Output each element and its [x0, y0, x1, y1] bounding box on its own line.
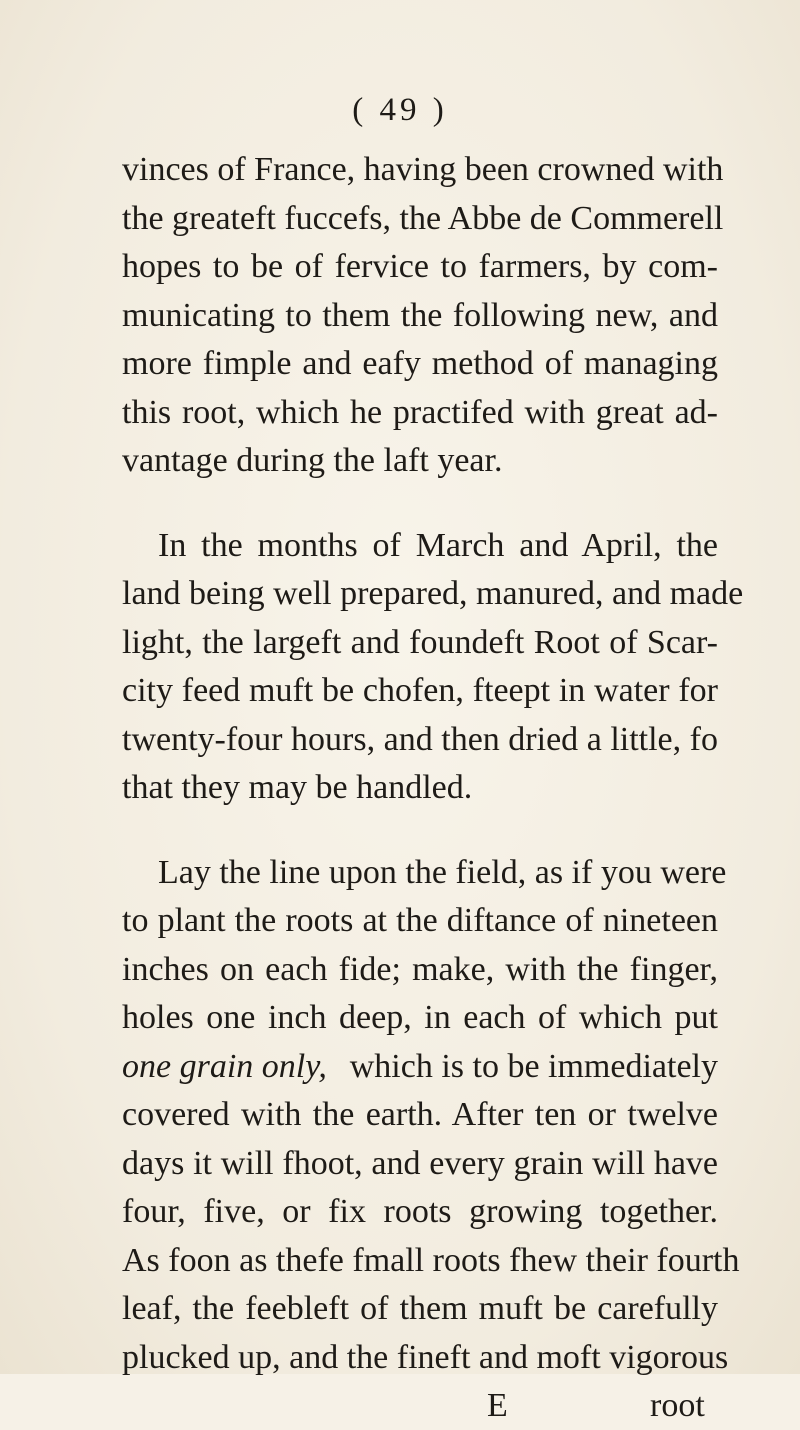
catchword: root [650, 1387, 705, 1424]
text-line: four, five, or fix roots growing together. [122, 1193, 718, 1230]
italic-phrase: one grain only, [122, 1048, 327, 1085]
page-number: ( 49 ) [352, 92, 448, 128]
signature-mark: E [487, 1387, 508, 1424]
text-line: the greateft fuccefs, the Abbe de Commerell [122, 200, 724, 237]
text-line-mixed [122, 1043, 718, 1091]
text-line: holes one inch deep, in each of which put [122, 999, 718, 1036]
text-line: city feed muft be chofen, fteept in water for [122, 672, 718, 709]
text-line: hopes to be of fervice to farmers, by com- [122, 248, 718, 285]
text-line: leaf, the feebleft of them muft be carefully [122, 1290, 718, 1327]
text-line: As foon as thefe fmall roots fhew their fourth [122, 1242, 740, 1279]
text-span: which is to be immediately [349, 1048, 718, 1085]
text-line: Lay the line upon the field, as if you were [158, 854, 727, 891]
text-line: municating to them the following new, and [122, 297, 718, 334]
text-line: this root, which he practifed with great ad- [122, 394, 718, 431]
text-line: land being well prepared, manured, and made [122, 575, 744, 612]
text-line: vantage during the laft year. [122, 442, 503, 479]
text-line: twenty-four hours, and then dried a little, fo [122, 721, 718, 758]
text-line: that they may be handled. [122, 769, 473, 806]
text-line: more fimple and eafy method of managing [122, 345, 718, 382]
text-line: vinces of France, having been crowned with [122, 151, 724, 188]
text-line: to plant the roots at the diftance of nineteen [122, 902, 718, 939]
text-line: covered with the earth. After ten or twelve [122, 1096, 718, 1133]
text-line: light, the largeft and foundeft Root of Scar- [122, 624, 718, 661]
text-line: inches on each fide; make, with the finger, [122, 951, 718, 988]
text-line: In the months of March and April, the [158, 527, 718, 564]
signature-line [0, 1382, 800, 1430]
text-line: days it will fhoot, and every grain will have [122, 1145, 718, 1182]
text-line: plucked up, and the fineft and moft vigorous [122, 1339, 729, 1376]
